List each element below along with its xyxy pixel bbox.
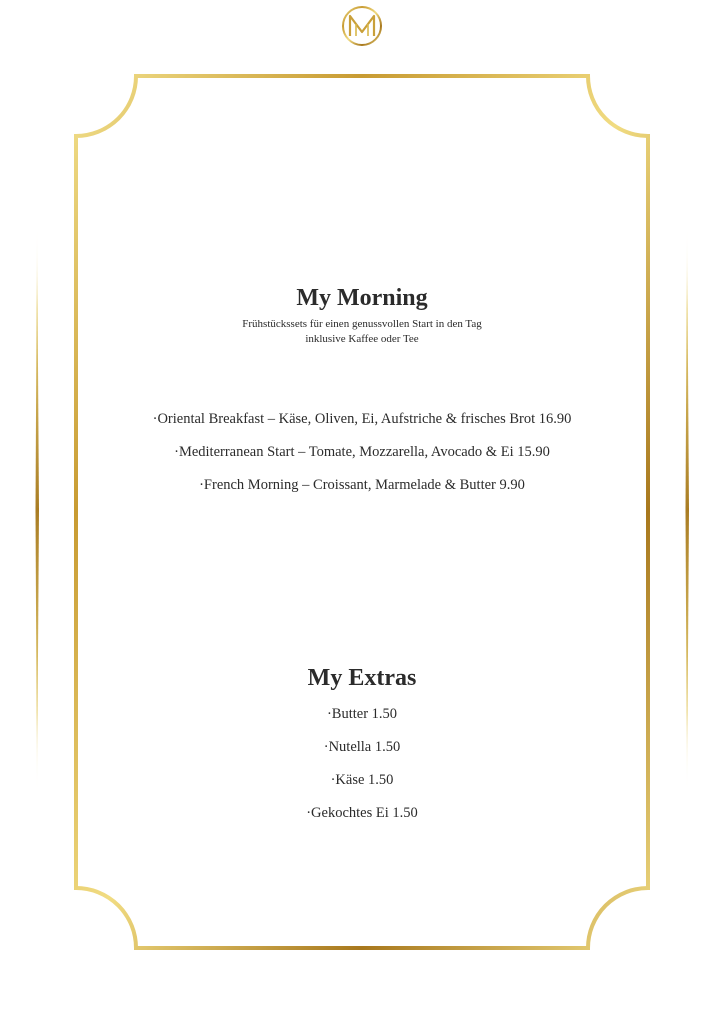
- morning-subtitle-line2: inklusive Kaffee oder Tee: [305, 333, 419, 346]
- extra-item-kaese: ·Käse 1.50: [330, 772, 394, 788]
- morning-subtitle-line1: Frühstückssets für einen genussvollen Start in den Tag: [242, 318, 482, 331]
- extra-item-butter: ·Butter 1.50: [326, 706, 398, 722]
- menu-item-mediterranean-start: ·Mediterranean Start – Tomate, Mozzarella, Avocado & Ei 15.90: [174, 444, 550, 460]
- extra-item-gekochtes-ei: ·Gekochtes Ei 1.50: [306, 805, 418, 821]
- morning-menu: [80, 403, 644, 502]
- morning-section: [100, 285, 624, 347]
- extras-section: [100, 665, 624, 691]
- extras-menu: [100, 698, 624, 830]
- menu-item-oriental-breakfast: ·Oriental Breakfast – Käse, Oliven, Ei, Aufstriche & frisches Brot 16.90: [152, 411, 572, 427]
- monogram-m-logo: [341, 5, 383, 47]
- right-side-ornament: [686, 220, 690, 800]
- left-side-ornament: [36, 220, 40, 800]
- extras-title: My Extras: [307, 665, 417, 691]
- extra-item-nutella: ·Nutella 1.50: [323, 739, 401, 755]
- morning-title: My Morning: [296, 285, 428, 311]
- menu-item-french-morning: ·French Morning – Croissant, Marmelade & Butter 9.90: [199, 477, 525, 493]
